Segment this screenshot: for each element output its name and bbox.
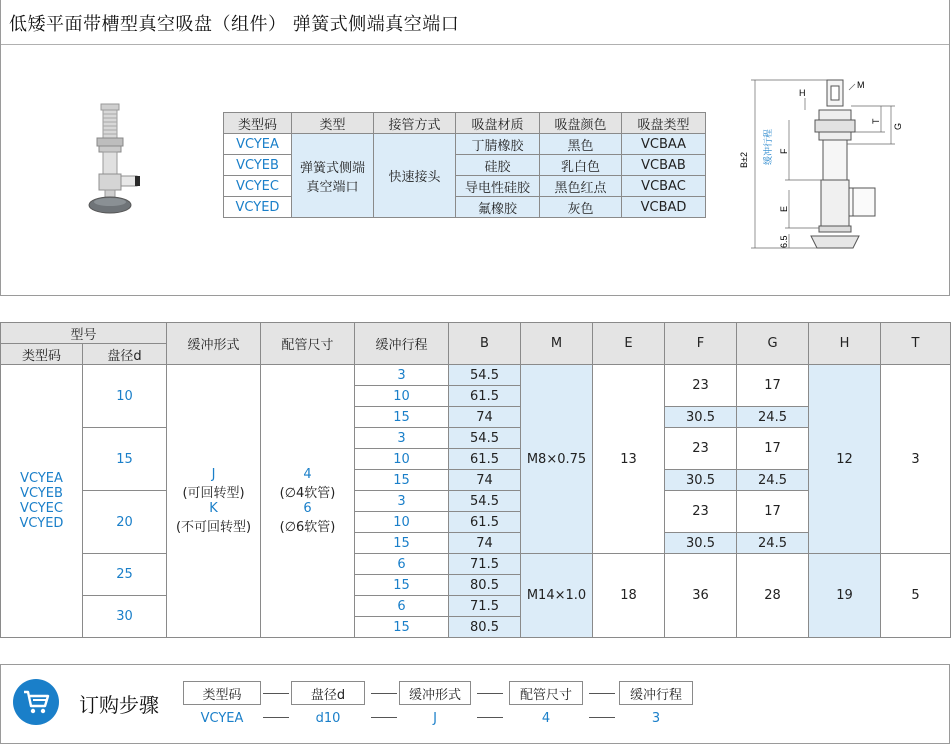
pad-dia-cell: 30 [83, 596, 167, 638]
t-cell: 3 [881, 365, 951, 554]
type-code-group [1, 365, 83, 638]
h-cell: 19 [809, 554, 881, 638]
table-row [1, 554, 951, 575]
dim-f-label: F [779, 148, 789, 154]
f-cell: 30.5 [665, 407, 737, 428]
dim-g-label: G [893, 122, 903, 130]
type-line: 弹簧式侧端 [299, 160, 365, 176]
buffer-k-text: (不可回转型) [175, 520, 252, 535]
g-cell: 28 [737, 554, 809, 638]
m-cell: M8×0.75 [521, 365, 593, 554]
title-divider [1, 44, 949, 45]
page-title: 低矮平面带槽型真空吸盘（组件） 弹簧式侧端真空端口 [9, 14, 460, 35]
step-pad-dia-value: d10 [315, 711, 341, 726]
step-buffer-form-label: 缓冲形式 [399, 681, 471, 705]
m-cell: M14×1.0 [521, 554, 593, 638]
header-pipe-size: 配管尺寸 [261, 323, 355, 365]
pipe-size-group [261, 365, 355, 638]
step-connector [371, 693, 397, 694]
spec-header: 接管方式 [374, 113, 456, 134]
table-row [1, 365, 951, 386]
dimension-table [0, 322, 951, 638]
stroke-cell: 15 [355, 617, 449, 638]
header-pad-dia: 盘径d [83, 344, 167, 365]
step-connector [263, 693, 289, 694]
header-h: H [809, 323, 881, 365]
header-buffer-form: 缓冲形式 [167, 323, 261, 365]
stroke-cell: 15 [355, 407, 449, 428]
header-type-code: 类型码 [1, 344, 83, 365]
table-row [1, 428, 951, 449]
f-cell: 36 [665, 554, 737, 638]
g-cell: 17 [737, 428, 809, 470]
step-connector [589, 693, 615, 694]
material-cell: 丁腈橡胶 [456, 134, 540, 155]
connection-cell: 快速接头 [374, 134, 456, 218]
step-pad-dia-label: 盘径d [291, 681, 365, 705]
f-cell: 30.5 [665, 470, 737, 491]
type-code-cell: VCYEB [224, 155, 292, 176]
ordering-steps-panel [0, 664, 950, 744]
type-code: VCYEB [20, 486, 63, 501]
header-b: B [449, 323, 521, 365]
type-spec-table [223, 112, 706, 218]
step-stroke-value: 3 [651, 711, 661, 726]
f-cell: 23 [665, 428, 737, 470]
ordering-title: 订购步骤 [79, 693, 159, 717]
step-buffer-form-value: J [433, 711, 437, 726]
color-cell: 灰色 [540, 197, 622, 218]
e-cell: 13 [593, 365, 665, 554]
g-cell: 24.5 [737, 407, 809, 428]
e-cell: 18 [593, 554, 665, 638]
pad-type-cell: VCBAC [622, 176, 706, 197]
type-code: VCYEA [20, 471, 63, 486]
dimension-drawing [741, 70, 941, 270]
header-m: M [521, 323, 593, 365]
step-connector [263, 717, 289, 718]
type-line: 真空端口 [306, 179, 359, 195]
dim-t-label: T [871, 118, 881, 124]
stroke-cell: 10 [355, 449, 449, 470]
dim-65-label: 6.5 [779, 235, 789, 248]
type-code-cell: VCYED [224, 197, 292, 218]
step-type-code-label: 类型码 [183, 681, 261, 705]
color-cell: 黑色红点 [540, 176, 622, 197]
stroke-cell: 6 [355, 554, 449, 575]
buffer-j-text: (可回转型) [182, 486, 245, 501]
header-g: G [737, 323, 809, 365]
step-connector [477, 717, 503, 718]
b-cell: 74 [449, 533, 521, 554]
material-cell: 氟橡胶 [456, 197, 540, 218]
b-cell: 61.5 [449, 386, 521, 407]
b-cell: 80.5 [449, 575, 521, 596]
b-cell: 61.5 [449, 512, 521, 533]
spec-header: 类型 [292, 113, 374, 134]
material-cell: 导电性硅胶 [456, 176, 540, 197]
spec-header: 吸盘颜色 [540, 113, 622, 134]
f-cell: 23 [665, 365, 737, 407]
pad-type-cell: VCBAB [622, 155, 706, 176]
stroke-cell: 15 [355, 575, 449, 596]
dim-buffer-label: 缓冲行程 [763, 128, 773, 165]
type-code-cell: VCYEA [224, 134, 292, 155]
pad-type-cell: VCBAD [622, 197, 706, 218]
stroke-cell: 3 [355, 365, 449, 386]
g-cell: 24.5 [737, 470, 809, 491]
stroke-cell: 10 [355, 386, 449, 407]
header-stroke: 缓冲行程 [355, 323, 449, 365]
main-header-row [1, 323, 951, 344]
pad-type-cell: VCBAA [622, 134, 706, 155]
dim-e-label: E [779, 205, 789, 212]
product-photo [79, 102, 149, 220]
b-cell: 61.5 [449, 449, 521, 470]
group-header: 型号 [1, 323, 167, 344]
b-cell: 54.5 [449, 365, 521, 386]
stroke-cell: 10 [355, 512, 449, 533]
color-cell: 黑色 [540, 134, 622, 155]
stroke-cell: 3 [355, 428, 449, 449]
step-stroke-label: 缓冲行程 [619, 681, 693, 705]
header-e: E [593, 323, 665, 365]
header-f: F [665, 323, 737, 365]
stroke-cell: 6 [355, 596, 449, 617]
f-cell: 30.5 [665, 533, 737, 554]
pipe-4-code: 4 [303, 467, 312, 482]
step-pipe-size-label: 配管尺寸 [509, 681, 583, 705]
pad-dia-cell: 10 [83, 365, 167, 428]
stroke-cell: 15 [355, 533, 449, 554]
g-cell: 17 [737, 491, 809, 533]
cart-icon [13, 679, 59, 725]
step-connector [371, 717, 397, 718]
dim-b-label: B±2 [739, 152, 749, 168]
pad-dia-cell: 15 [83, 428, 167, 491]
b-cell: 74 [449, 407, 521, 428]
spec-header: 吸盘材质 [456, 113, 540, 134]
table-row [1, 491, 951, 512]
buffer-j-code: J [211, 467, 216, 482]
b-cell: 54.5 [449, 428, 521, 449]
dim-m-label: M [857, 80, 865, 90]
g-cell: 24.5 [737, 533, 809, 554]
spec-row [224, 134, 706, 155]
g-cell: 17 [737, 365, 809, 407]
dim-h-label: H [799, 88, 806, 98]
header-t: T [881, 323, 951, 365]
stroke-cell: 15 [355, 470, 449, 491]
b-cell: 54.5 [449, 491, 521, 512]
b-cell: 74 [449, 470, 521, 491]
pad-dia-cell: 20 [83, 491, 167, 554]
step-connector [477, 693, 503, 694]
step-pipe-size-value: 4 [541, 711, 551, 726]
pipe-6-code: 6 [303, 501, 312, 516]
product-overview-panel [0, 0, 950, 296]
buffer-k-code: K [209, 501, 218, 516]
spec-header: 类型码 [224, 113, 292, 134]
f-cell: 23 [665, 491, 737, 533]
pad-dia-cell: 25 [83, 554, 167, 596]
type-cell [292, 134, 374, 218]
type-code: VCYED [19, 516, 64, 531]
spec-header-row [224, 113, 706, 134]
buffer-form-group [167, 365, 261, 638]
color-cell: 乳白色 [540, 155, 622, 176]
material-cell: 硅胶 [456, 155, 540, 176]
stroke-cell: 3 [355, 491, 449, 512]
t-cell: 5 [881, 554, 951, 638]
h-cell: 12 [809, 365, 881, 554]
spec-header: 吸盘类型 [622, 113, 706, 134]
pipe-4-text: (∅4软管) [279, 486, 336, 501]
b-cell: 71.5 [449, 596, 521, 617]
type-code: VCYEC [20, 501, 63, 516]
type-code-cell: VCYEC [224, 176, 292, 197]
pipe-6-text: (∅6软管) [279, 520, 336, 535]
b-cell: 71.5 [449, 554, 521, 575]
step-type-code-value: VCYEA [200, 711, 244, 726]
step-connector [589, 717, 615, 718]
b-cell: 80.5 [449, 617, 521, 638]
